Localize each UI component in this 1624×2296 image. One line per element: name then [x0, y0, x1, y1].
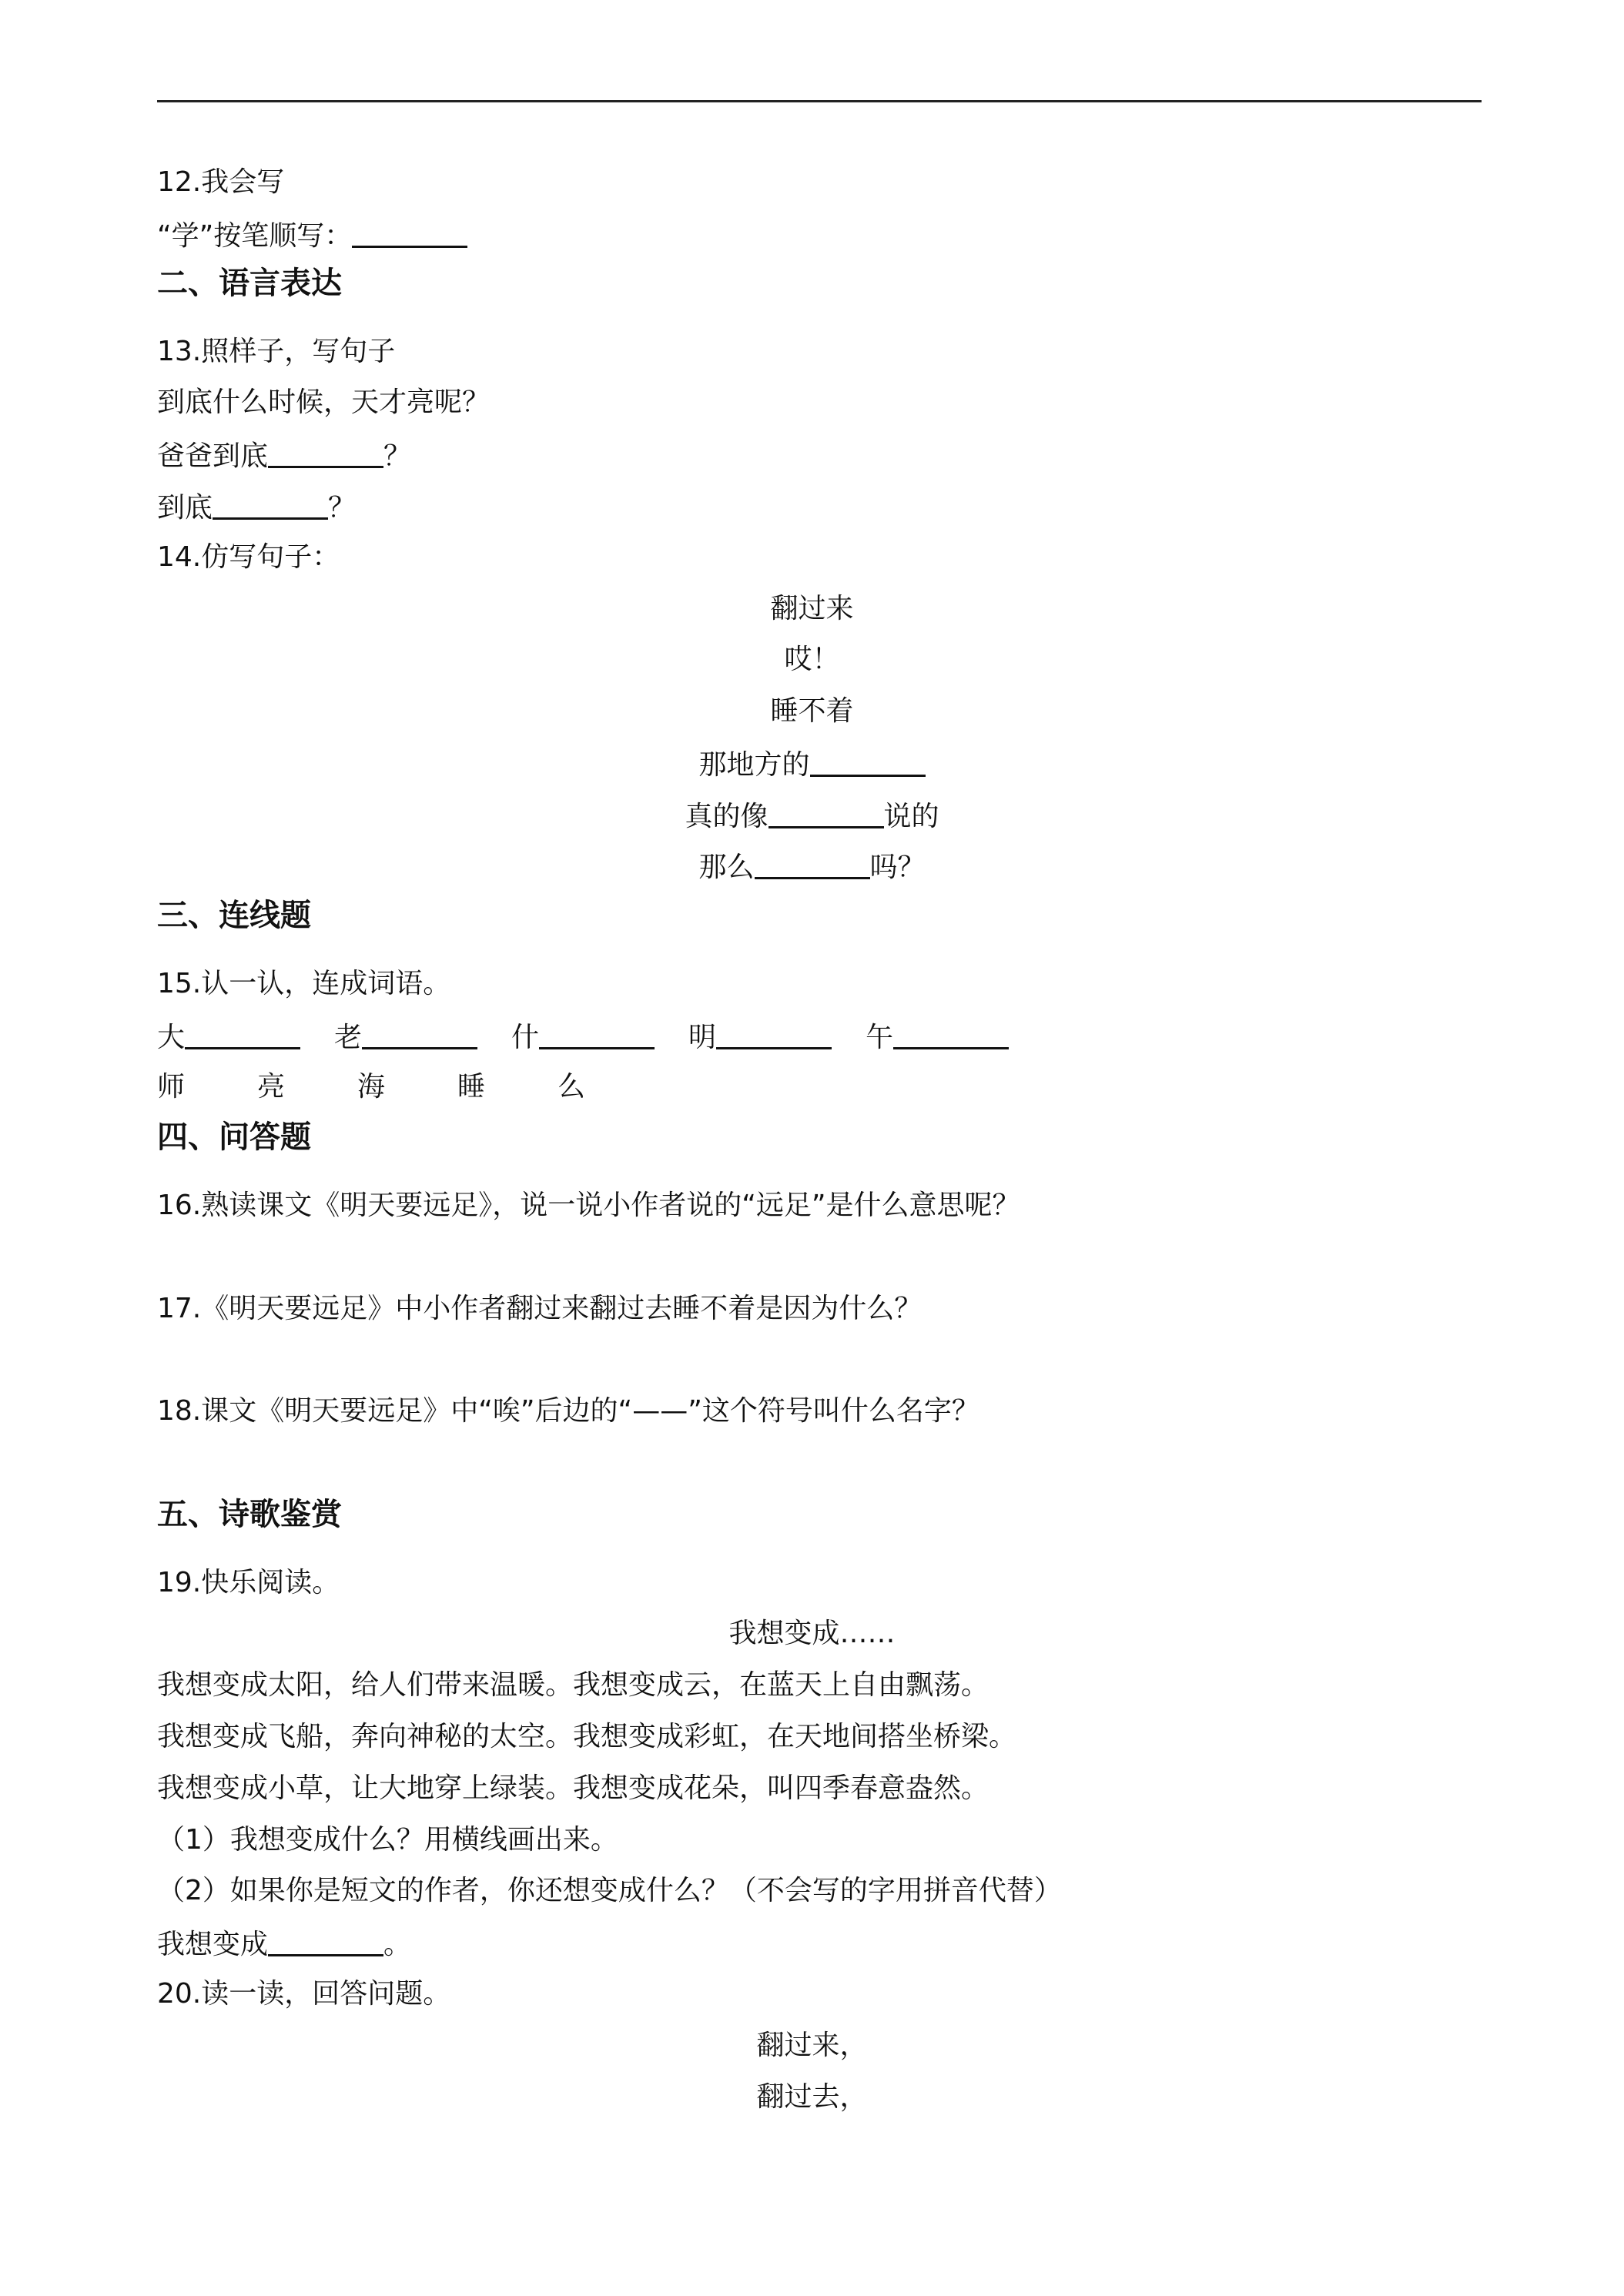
- q16-question: 16.熟读课文《明天要远足》，说一说小作者说的“远足”是什么意思呢？: [157, 1190, 1020, 1221]
- match-char[interactable]: 师: [157, 1071, 186, 1103]
- q20-title: 20.读一读，回答问题。: [157, 1978, 451, 2010]
- answer-blank[interactable]: [893, 1018, 1009, 1049]
- q15-right-row: [157, 1069, 658, 1105]
- match-char[interactable]: 亮: [257, 1071, 286, 1103]
- poem-para-1: 我想变成太阳，给人们带来温暖。我想变成云，在蓝天上自由飘荡。: [157, 1669, 989, 1701]
- q12-prompt: “学”按笔顺写：: [157, 216, 467, 254]
- q19-sub1: （1）我想变成什么？用横线画出来。: [157, 1824, 618, 1856]
- q20-line2: 翻过去，: [756, 2081, 868, 2113]
- q19-title: 19.快乐阅读。: [157, 1567, 340, 1598]
- answer-blank[interactable]: [539, 1018, 655, 1049]
- q14-line5: 真的像 说的: [0, 797, 1624, 835]
- section-3-heading: 三、连线题: [157, 898, 311, 933]
- q18-question: 18.课文《明天要远足》中“唉”后边的“——”这个符号叫什么名字？: [157, 1395, 979, 1427]
- q14-line3: 睡不着: [770, 695, 854, 727]
- match-char[interactable]: 海: [357, 1071, 386, 1103]
- answer-blank[interactable]: [352, 216, 467, 248]
- q14-line4: 那地方的: [0, 745, 1624, 783]
- answer-blank[interactable]: [185, 1018, 300, 1049]
- section-5-heading: 五、诗歌鉴赏: [157, 1497, 342, 1532]
- q13-line2: 到底 ？: [157, 488, 356, 526]
- match-item: 午: [866, 1018, 1009, 1056]
- answer-blank[interactable]: [755, 848, 870, 879]
- q15-left-row: [157, 1018, 1043, 1056]
- q13-title: 13.照样子，写句子: [157, 336, 396, 367]
- answer-blank[interactable]: [810, 745, 926, 777]
- q13-example: 到底什么时候，天才亮呢？: [157, 387, 491, 418]
- q14-line1: 翻过来: [770, 593, 854, 624]
- match-item: 大: [157, 1018, 300, 1056]
- q14-line2: 哎！: [784, 644, 840, 675]
- q13-line1: 爸爸到底 ？: [157, 437, 411, 474]
- answer-blank[interactable]: [268, 1925, 383, 1956]
- q20-line1: 翻过来，: [756, 2030, 868, 2061]
- match-item: 老: [334, 1018, 477, 1056]
- answer-blank[interactable]: [768, 797, 884, 828]
- q12-title: 12.我会写: [157, 166, 285, 198]
- header-rule: [157, 100, 1482, 102]
- answer-blank[interactable]: [213, 488, 328, 520]
- match-char[interactable]: 睡: [457, 1071, 486, 1103]
- match-char[interactable]: 么: [558, 1071, 586, 1103]
- q19-answer: 我想变成 。: [157, 1925, 411, 1963]
- poem-para-3: 我想变成小草，让大地穿上绿装。我想变成花朵，叫四季春意盎然。: [157, 1772, 989, 1804]
- q15-title: 15.认一认，连成词语。: [157, 968, 451, 999]
- q17-question: 17.《明天要远足》中小作者翻过来翻过去睡不着是因为什么？: [157, 1293, 922, 1324]
- q14-title: 14.仿写句子：: [157, 541, 340, 573]
- answer-blank[interactable]: [362, 1018, 477, 1049]
- poem-para-2: 我想变成飞船，奔向神秘的太空。我想变成彩虹，在天地间搭坐桥梁。: [157, 1721, 1017, 1752]
- poem-title: 我想变成……: [728, 1618, 896, 1649]
- q14-line6: 那么 吗？: [0, 848, 1624, 885]
- q19-sub2: （2）如果你是短文的作者，你还想变成什么？（不会写的字用拼音代替）: [157, 1875, 1062, 1906]
- section-2-heading: 二、语言表达: [157, 266, 342, 301]
- match-item: 明: [688, 1018, 832, 1056]
- section-4-heading: 四、问答题: [157, 1120, 311, 1155]
- match-item: 什: [511, 1018, 655, 1056]
- answer-blank[interactable]: [268, 437, 383, 468]
- answer-blank[interactable]: [716, 1018, 832, 1049]
